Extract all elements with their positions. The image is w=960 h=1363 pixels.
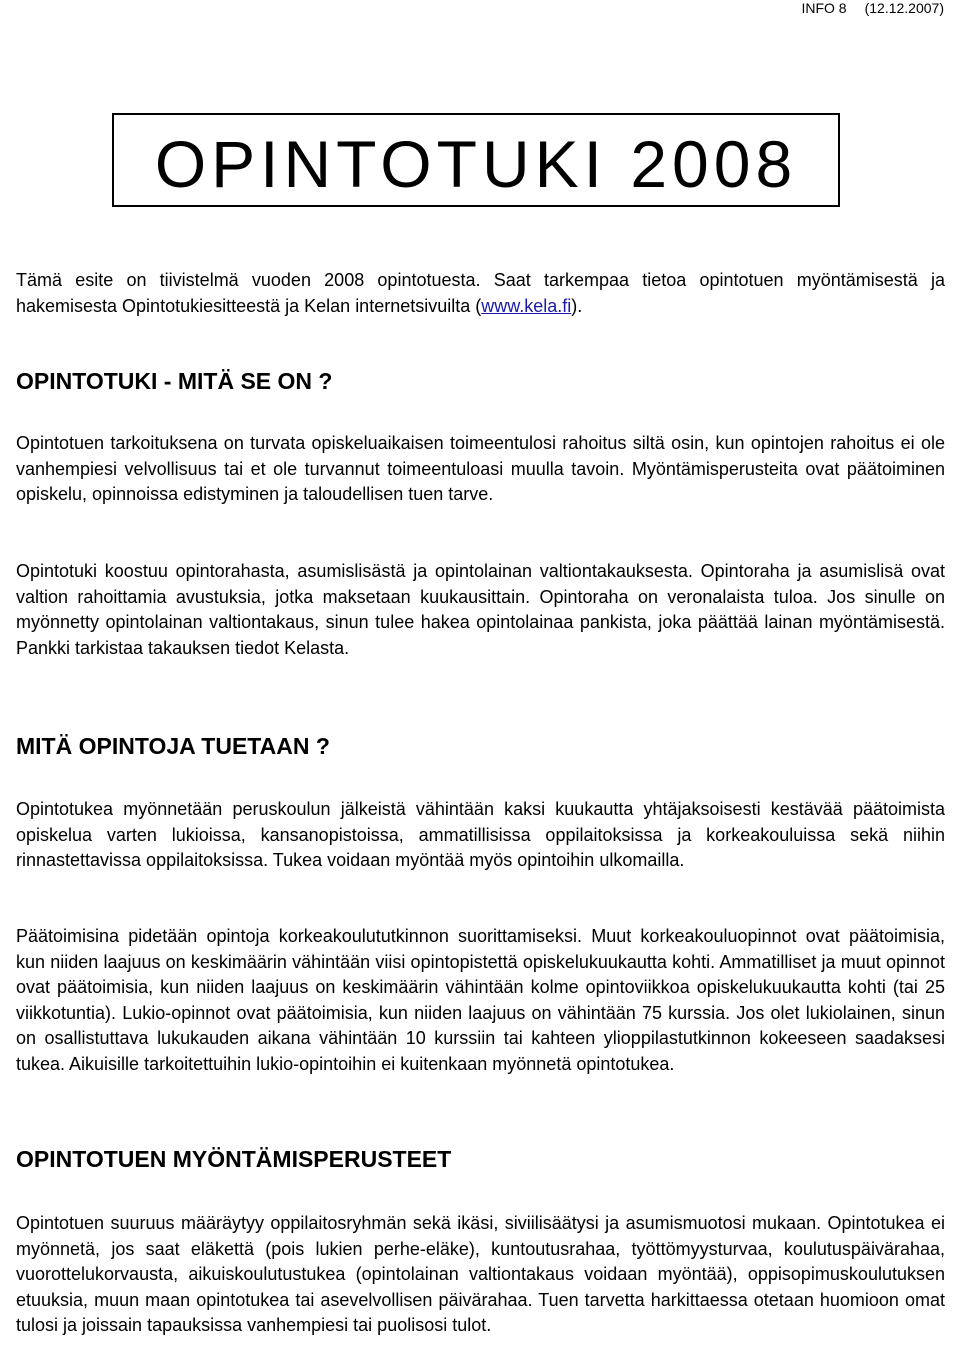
section-heading-what-is: OPINTOTUKI - MITÄ SE ON ? [16,368,333,394]
page-title: OPINTOTUKI 2008 [154,127,798,201]
title-box [112,113,840,207]
intro-paragraph [16,268,945,319]
section-heading-supported-studies: MITÄ OPINTOJA TUETAAN ? [16,733,330,759]
document-id: INFO 8 [801,0,847,16]
document-header [801,0,944,16]
supported-studies-paragraph-2: Päätoimisina pidetään opintoja korkeakoulututkinnon suorittamiseksi. Muut korkeakouluopinnot ovat päätoimisia, kun niiden laajuus on keskimäärin vähintään viisi opintopistettä opiskelukuukautta kohti. Ammatilliset ja muut opinnot ovat päätoimisia, kun niiden laajuus on keskimäärin vähintään kolme opintoviikkoa opiskelukuukautta kohti (tai 25 viikkotuntia). Lukio-opinnot ovat päätoimisia, kun niiden laajuus on vähintään 75 kurssia. Jos olet lukiolainen, sinun on osallistuttava lukukauden aikana vähintään 10 kurssiin tai kahteen ylioppilastutkinnon kokeeseen saadaksesi tukea. Aikuisille tarkoitettuihin lukio-opintoihin ei kuitenkaan myönnetä opintotukea. [16,926,945,1074]
intro-text-end: ). [571,295,583,316]
what-is-paragraph-2: Opintotuki koostuu opintorahasta, asumislisästä ja opintolainan valtiontakauksesta. Opintoraha ja asumislisä ovat valtion rahoittamia avustuksia, jotka maksetaan kuukausittain. Opintoraha on veronalaista tuloa. Jos sinulle on myönnetty opintolainan valtiontakaus, sinun tulee hakea opintolainaa pankista, joka päättää lainan myöntämisestä. Pankki tarkistaa takauksen tiedot Kelasta. [16,561,945,658]
what-is-paragraph-1: Opintotuen tarkoituksena on turvata opiskeluaikaisen toimeentulosi rahoitus siltä osin, kun opintojen rahoitus ei ole vanhempiesi velvollisuus tai et ole turvannut toimeentuloasi muulla tavoin. Myöntämisperusteita ovat päätoiminen opiskelu, opinnoissa edistyminen ja taloudellisen tuen tarve. [16,433,945,505]
supported-studies-paragraph-1: Opintotukea myönnetään peruskoulun jälkeistä vähintään kaksi kuukautta yhtäjaksoisesti kestävää päätoimista opiskelua varten lukioissa, kansanopistoissa, ammatillisissa oppilaitoksissa ja korkeakouluissa sekä niihin rinnastettavissa oppilaitoksissa. Tukea voidaan myöntää myös opintoihin ulkomailla. [16,799,945,871]
intro-text: Tämä esite on tiivistelmä vuoden 2008 opintotuesta. Saat tarkempaa tietoa opintotuen myöntämisestä ja hakemisesta Opintotukiesitteestä ja Kelan internetsivuilta ( [16,270,945,316]
kela-link[interactable]: www.kela.fi [481,295,572,316]
section-heading-criteria: OPINTOTUEN MYÖNTÄMISPERUSTEET [16,1146,452,1172]
criteria-paragraph-1: Opintotuen suuruus määräytyy oppilaitosryhmän sekä ikäsi, siviilisäätysi ja asumismuotosi mukaan. Opintotukea ei myönnetä, jos saat eläkettä (pois lukien perhe-eläke), kuntoutusrahaa, työttömyysturvaa, koulutuspäivärahaa, vuorottelukorvausta, aikuiskoulutustukea (opintolainan valtiontakaus voidaan myöntää), oppisopimuskoulutuksen etuuksia, muun maan opintotukea tai asevelvollisen päivärahaa. Tuen tarvetta harkittaessa otetaan huomioon omat tulosi ja joissain tapauksissa vanhempiesi tai puolisosi tulot. [16,1213,945,1336]
document-date: (12.12.2007) [864,0,944,16]
